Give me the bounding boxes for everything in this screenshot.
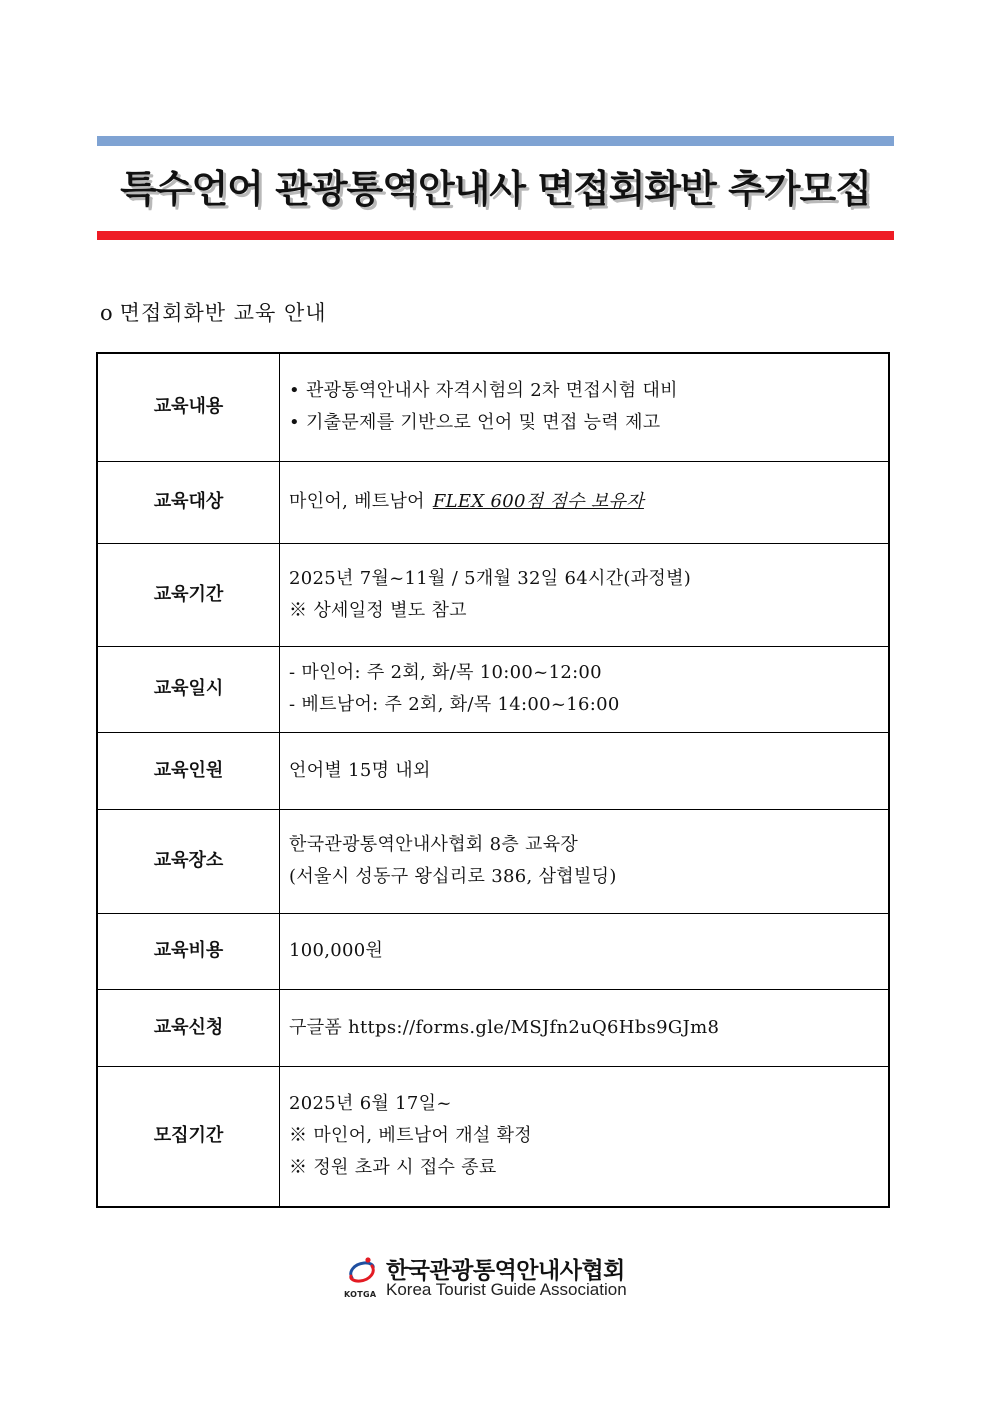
logo-caption: KOTGA	[344, 1290, 377, 1299]
row-label: 교육비용	[97, 913, 280, 989]
row-value	[280, 989, 890, 1066]
footer-organization	[344, 1252, 644, 1302]
row-label: 교육대상	[97, 461, 280, 543]
value-line: 100,000원	[289, 940, 384, 961]
application-link[interactable]: 구글폼 https://forms.gle/MSJfn2uQ6Hbs9GJm8	[289, 1016, 720, 1038]
row-value	[280, 809, 890, 913]
value-line: 언어별 15명 내외	[289, 759, 431, 781]
row-value	[280, 1066, 890, 1207]
kotga-logo-icon	[344, 1254, 380, 1290]
value-line: • 관광통역안내사 자격시험의 2차 면접시험 대비	[289, 380, 678, 402]
section-bullet: o	[100, 301, 114, 325]
row-value	[280, 353, 890, 461]
organization-name-korean: 한국관광통역안내사협회	[386, 1258, 625, 1284]
value-line: - 베트남어: 주 2회, 화/목 14:00~16:00	[289, 694, 620, 715]
table-row	[97, 989, 889, 1066]
row-label: 교육장소	[97, 809, 280, 913]
row-label: 교육신청	[97, 989, 280, 1066]
value-line: 한국관광통역안내사협회 8층 교육장	[289, 834, 579, 855]
education-info-table	[96, 352, 890, 1208]
row-value	[280, 543, 890, 646]
value-line: - 마인어: 주 2회, 화/목 10:00~12:00	[289, 662, 602, 683]
section-heading	[100, 297, 327, 327]
value-line: ※ 정원 초과 시 접수 종료	[289, 1157, 497, 1179]
value-line: 2025년 7월~11월 / 5개월 32일 64시간(과정별)	[289, 567, 692, 589]
table-row	[97, 646, 889, 732]
row-label: 교육인원	[97, 732, 280, 809]
organization-name-english: Korea Tourist Guide Association	[386, 1280, 627, 1299]
row-value	[280, 461, 890, 543]
table-row	[97, 732, 889, 809]
row-label: 모집기간	[97, 1066, 280, 1207]
row-label: 교육기간	[97, 543, 280, 646]
value-line: ※ 마인어, 베트남어 개설 확정	[289, 1125, 532, 1147]
value-line	[289, 486, 887, 518]
value-line: 2025년 6월 17일~	[289, 1093, 452, 1115]
table-row	[97, 1066, 889, 1207]
value-line: (서울시 성동구 왕십리로 386, 삼협빌딩)	[289, 866, 617, 887]
value-line: • 기출문제를 기반으로 언어 및 면접 능력 제고	[289, 412, 661, 434]
row-label: 교육일시	[97, 646, 280, 732]
row-value	[280, 913, 890, 989]
table-row	[97, 809, 889, 913]
row-value	[280, 646, 890, 732]
section-heading-text: 면접회화반 교육 안내	[119, 301, 327, 325]
flex-requirement: FLEX 600점 점수 보유자	[432, 491, 644, 512]
header-accent-bar-red	[97, 231, 894, 240]
row-label: 교육내용	[97, 353, 280, 461]
table-row	[97, 353, 889, 461]
table-row	[97, 543, 889, 646]
page-title: 특수언어 관광통역안내사 면접회화반 추가모집	[120, 167, 871, 211]
row-value	[280, 732, 890, 809]
table-row	[97, 913, 889, 989]
target-languages: 마인어, 베트남어	[289, 491, 425, 512]
header-accent-bar-blue	[97, 136, 894, 146]
value-line: ※ 상세일정 별도 참고	[289, 599, 467, 621]
table-row	[97, 461, 889, 543]
